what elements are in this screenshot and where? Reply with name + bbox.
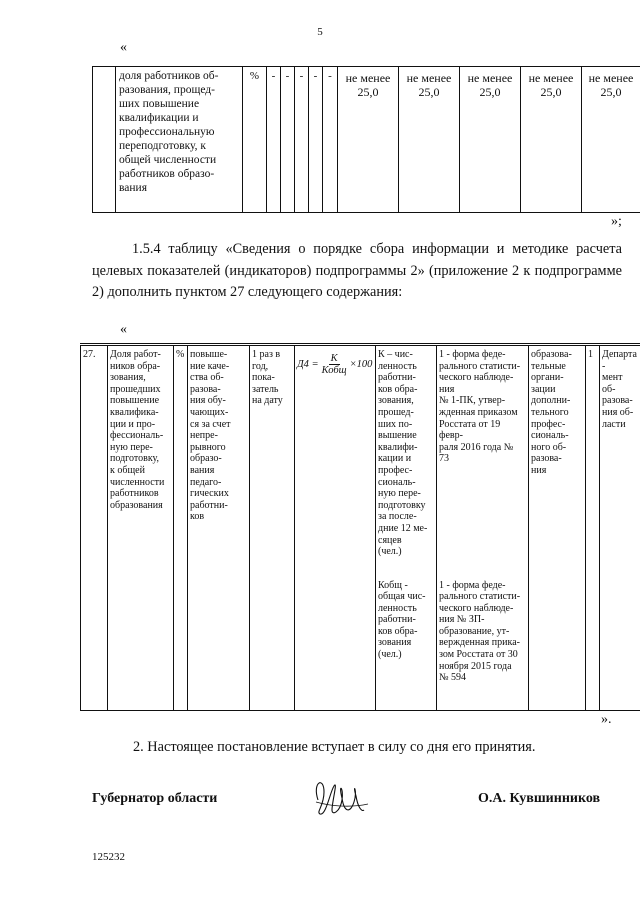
year-cell: - [309, 67, 323, 213]
indicator-definition: повыше- ние каче- ства об- разова- ния обу- чающих- ся за счет непре- рывного образо- вания педаго- гических работни- ков [188, 345, 250, 711]
formula-numerator: К [330, 353, 338, 364]
responsible-department: Департа- мент об- разова- ния об- ласти [600, 345, 640, 711]
formula-denominator: Кобщ [321, 365, 347, 376]
formula-multiplier: ×100 [349, 358, 373, 370]
year-cell: - [295, 67, 309, 213]
indicator-name: Доля работ- ников обра- зования, прошедших повышение квалифика- ции и про- фессиональ- ную пере- подготовку, к общей численности работников образования [108, 345, 174, 711]
row-number-cell [93, 67, 116, 213]
target-value: не менее 25,0 [399, 67, 460, 213]
indicator-description: доля работников об- разования, прощед- ших повышение квалификации и профессиональную переподготовку, к общей численности работников образо- вания [116, 67, 243, 213]
periodicity-cell: 1 раз в год, пока- затель на дату [250, 345, 295, 711]
year-cell: - [281, 67, 295, 213]
year-cell: - [323, 67, 338, 213]
one-cell: 1 [586, 345, 600, 711]
calculation-formula [297, 349, 373, 376]
quote-close-1: »; [611, 214, 622, 229]
formula-fraction [322, 353, 347, 376]
signer-title: Губернатор области [92, 791, 218, 806]
formula-lhs: Д4 = [297, 358, 319, 370]
unit-cell: % [174, 345, 188, 711]
variable-kobsh: Кобщ - общая чис- ленность работни- ков обра- зования (чел.) [376, 577, 437, 711]
document-code: 125232 [92, 851, 125, 863]
amendment-paragraph: 1.5.4 таблицу «Сведения о порядке сбора информации и методике расчета целевых показателей (индикаторов) подпрограммы 2» (приложение 2 к подпрограмме 2) дополнить пунктом 27 следующего содержания: [92, 241, 622, 300]
variable-k: К – чис- ленность работни- ков обра- зования, прошед- ших по- вышение квалифи- кации и профес- сиональ- ную пере- подготовку за после- дние 12 ме- сяцев (чел.) [376, 345, 437, 577]
source-k: 1 - форма феде- рального статисти- ческого наблюде- ния № 1-ПК, утвер- жденная приказом Росстата от 19 февр- раля 2016 года № 73 [437, 345, 529, 577]
quote-close-2: ». [601, 712, 612, 727]
unit-cell: % [243, 67, 267, 213]
target-value: не менее 25,0 [582, 67, 640, 213]
source-kobsh: 1 - форма феде- рального статисти- ческого наблюде- ния № ЗП- образование, ут- вержденная прика- зом Росстата от 30 ноября 2015 года № 594 [437, 577, 529, 711]
signer-name: О.А. Кувшинников [478, 791, 601, 806]
year-cell: - [267, 67, 281, 213]
formula-cell [295, 345, 376, 711]
item-number: 27. [81, 345, 108, 711]
final-paragraph: 2. Настоящее постановление вступает в силу со дня его принятия. [133, 739, 536, 755]
target-value: не менее 25,0 [338, 67, 399, 213]
data-organizations: образова- тельные органи- зации дополни- тельного профес- сиональ- ного об- разова- ния [529, 345, 586, 711]
quote-open-2: « [120, 322, 127, 337]
quote-open-1: « [120, 40, 127, 55]
method-table [80, 343, 640, 711]
page-number: 5 [317, 26, 323, 38]
signature-image [310, 772, 370, 822]
target-value: не менее 25,0 [521, 67, 582, 213]
target-value: не менее 25,0 [460, 67, 521, 213]
indicator-table-row [92, 66, 640, 213]
